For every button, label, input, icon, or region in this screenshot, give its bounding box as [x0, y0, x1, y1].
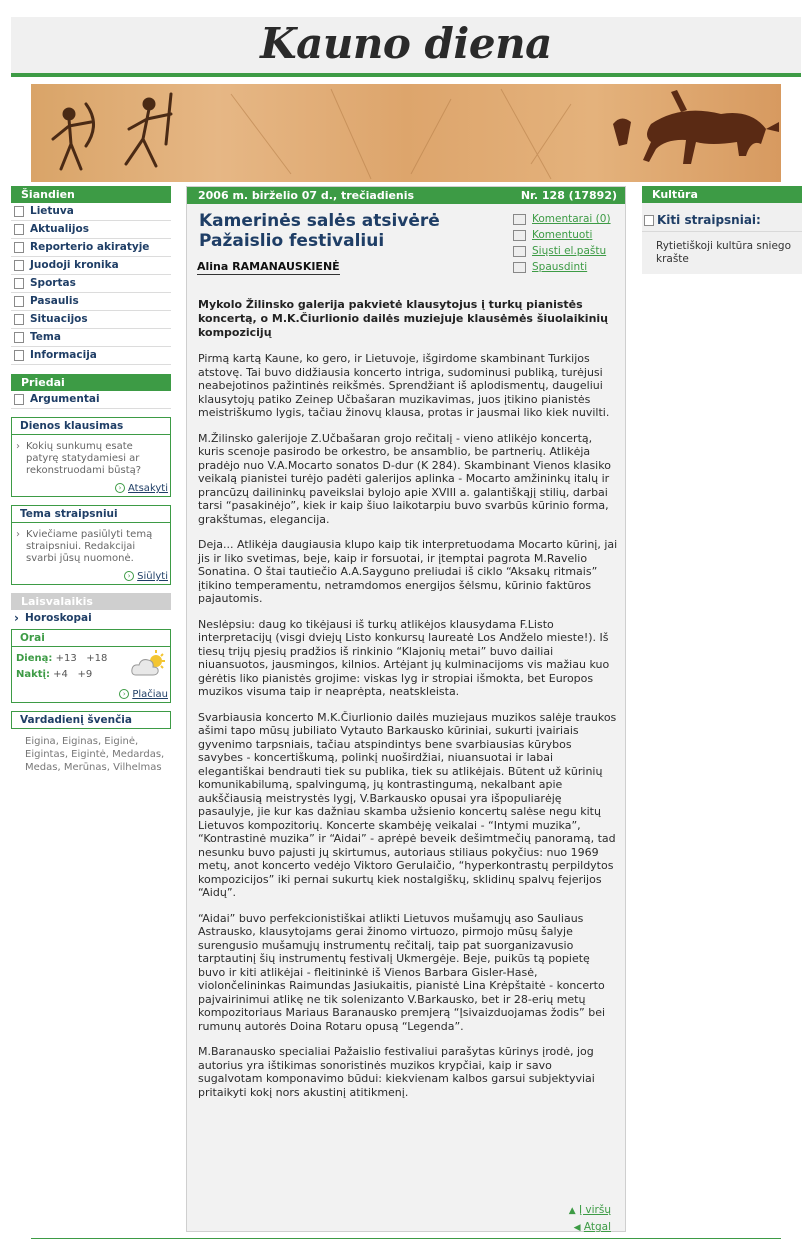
- comments-icon: [513, 214, 526, 225]
- vardadieniai-names: Eigina, Eiginas, Eiginė, Eigintas, Eigintė, Medardas, Medas, Merūnas, Vilhelmas: [25, 736, 165, 773]
- arrow-circle-icon: ›: [119, 689, 129, 699]
- chevron-right-icon: ›: [14, 611, 19, 625]
- nav-item-reporterio-akiratyje[interactable]: Reporterio akiratyje: [11, 239, 171, 257]
- dienos-klausimas-title: Dienos klausimas: [12, 418, 170, 435]
- article-bottom-links: [569, 1202, 611, 1236]
- send-email-link[interactable]: Siųsti el.paštu: [513, 243, 611, 259]
- document-icon: [14, 278, 24, 289]
- article-paragraph: M.Žilinsko galerijoje Z.Učbašaran grojo rečitalį - vieno atlikėjo koncertą, kuris scenoje pasirodo be orkestro, be ansamblio, be partnerių. Atlikėja pradėjo nuo V.A.Mocarto sonatos D-dur (K 284). Skambinant Vienos klasiko veikalą pianistei turėjo padėti galerijos aplinka - Mocarto amžininkų italų ir prancūzų dailininkų paveikslai bylojo apie XVIII a. galantiškąjį stilių, darbai tarsi “pasakinėjo”, kiek ir kaip šiuo laikotarpiu buvo svarbūs kūrinio forma, grakštumas, elegancija.: [198, 431, 611, 526]
- naktis-temps: +4 +9: [53, 669, 93, 680]
- arrow-left-icon: ◀: [573, 1223, 581, 1233]
- right-sidebar: [642, 186, 802, 274]
- rock-art-banner: [31, 84, 781, 182]
- nav-item-tema[interactable]: Tema: [11, 329, 171, 347]
- tema-straipsniui-text: Kviečiame pasiūlyti temą straipsniui. Redakcijai svarbi jūsų nuomonė.: [26, 529, 153, 564]
- document-icon: [14, 224, 24, 235]
- print-icon: [513, 262, 526, 273]
- masthead-divider: [11, 73, 801, 77]
- nav-item-situacijos[interactable]: Situacijos: [11, 311, 171, 329]
- document-icon: [14, 296, 24, 307]
- masthead: [11, 17, 801, 73]
- article-paragraph: Deja... Atlikėja daugiausia klupo kaip tik interpretuodama Mocarto kūrinį, jai jis ir liko svetimas, beje, kaip ir forsuotai, ir įtemptai pagrota M.Ravelio Sonatina. O štai tautiečio A.A.Sayguno preliudai iš ciklo “Aksakų ritmais” įtikino temperamentu, netramdomos energijos šėlsmu, kūrinio faktūros pajautomis.: [198, 538, 618, 605]
- date-bar: [187, 187, 625, 204]
- placiau-link[interactable]: › Plačiau: [12, 687, 170, 702]
- dienos-klausimas-box: [11, 417, 171, 497]
- document-icon: [644, 215, 654, 226]
- back-link[interactable]: ◀ Atgal: [573, 1221, 611, 1233]
- orai-title: Orai: [12, 630, 170, 647]
- document-icon: [14, 332, 24, 343]
- article-lead: Mykolo Žilinsko galerija pakvietė klausytojus į turkų pianistės koncertą, o M.K.Čiurlionio dailės muziejuje klausėmės šiuolaikinių kompozicijų: [198, 298, 609, 339]
- footer-divider: [31, 1238, 781, 1239]
- vardadieniai-title: Vardadienį švenčia: [11, 711, 171, 729]
- arrow-circle-icon: ›: [115, 483, 125, 493]
- nav-item-informacija[interactable]: Informacija: [11, 347, 171, 365]
- tema-straipsniui-box: [11, 505, 171, 585]
- atsakyti-link[interactable]: › Atsakyti: [12, 481, 170, 496]
- komentarai-link[interactable]: Komentarai (0): [513, 211, 611, 227]
- siulyti-link[interactable]: › Siūlyti: [12, 569, 170, 584]
- document-icon: [14, 350, 24, 361]
- print-link[interactable]: Spausdinti: [513, 259, 611, 275]
- diena-temps: +13 +18: [55, 653, 108, 664]
- article-panel: [186, 186, 626, 1232]
- section-title-siandien: Šiandien: [11, 186, 171, 203]
- chevron-right-icon: ›: [16, 529, 20, 540]
- article-paragraph: Pirmą kartą Kaune, ko gero, ir Lietuvoje, išgirdome skambinant Turkijos atstovę. Tai buvo didžiausia koncerto intriga, sudominusi publiką, turėjusi neabejotinos pažintinės reikšmės. Sprendžiant iš aplodismentų, daugeliui klausytojų patiko Zeinep Učbašaran muzikavimas, juos įtikino pianistės meistriškumo lygis, tačiau žinovų klausa, protas ir jausmai liko kiek nuvilti.: [198, 352, 610, 419]
- document-icon: [14, 314, 24, 325]
- arrow-circle-icon: ›: [124, 571, 134, 581]
- article-paragraph: Svarbiausia koncerto M.K.Čiurlionio dailės muziejaus muzikos salėje traukos ašimi tapo mūsų jubiliato Vytauto Barkausko kūriniai, sukurti įvairiais gyvenimo tarpsniais, tačiau atspindintys bene svarbiausias kūrybos savybes - koncertiškumą, polinkį nuoširdžiai, niuansuotai ir labai elegantiškai bendrauti tiek su publika, tiek su atlikėjais. Būtent už kūrinių komunikabilumą, spalvingumą, jų kontrastingumą, nekalbant apie aukščiausią meistrystės lygį, V.Barkausko opusai yra išpopuliarėję pasaulyje, jie kur kas dažniau skamba užsienio koncertų salėse negu kitų Lietuvos kompozitorių. Koncerte skambėję veikalai - “Intymi muzika”, “Kontrastinė muzika” ir “Aidai” - aprėpė beveik dešimtmečių panoramą, tad nesunku buvo pajusti jų skirtumus, autoriaus stiliaus pokyčius: nuo 1969 metų, anot koncerto vedėjo Viktoro Gerulaičio, “hyperkontrastų perpildytos kompozicijos” iki pernai sukurtų kiek nostalgiškų, sklidinų spalvų fejerijos “Aidų”.: [198, 710, 617, 899]
- article-paragraph: “Aidai” buvo perfekcionistiškai atlikti Lietuvos mušamųjų aso Sauliaus Astrausko, klausytojams gerai žinomo virtuozo, pirmojo mūsų šalyje surengusio mušamųjų instrumentų rečitalį, taip pat suorganizavusio tarptautinį šių instrumentų festivalį Ukmergėje. Beje, puikūs tą popietę buvo ir kiti atlikėjai - fleitininkė iš Vienos Barbara Gisler-Hasė, violončelininkas Raimundas Jasiukaitis, pianistė Lina Krėpštaitė - koncerto pajvairinimui atlikę ne tik solenizanto V.Barkausko, bet ir 28-erių metų kompozitoriaus Mariaus Baranausko premjerą “Įsivaizduojamas žodis” bei rumunų autorės Doina Rotaru opusą “Legenda”.: [198, 911, 606, 1033]
- arrow-up-icon: ▲: [568, 1206, 576, 1216]
- naktis-label: Naktį:: [16, 669, 50, 680]
- nav-item-sportas[interactable]: Sportas: [11, 275, 171, 293]
- article-body: [198, 352, 618, 1111]
- site-logo[interactable]: Kauno diena: [260, 19, 552, 68]
- section-title-laisvalaikis: Laisvalaikis: [11, 593, 171, 610]
- document-icon: [14, 260, 24, 271]
- left-sidebar: [11, 186, 171, 774]
- email-icon: [513, 246, 526, 257]
- document-icon: [14, 242, 24, 253]
- section-title-priedai: Priedai: [11, 374, 171, 391]
- nav-item-pasaulis[interactable]: Pasaulis: [11, 293, 171, 311]
- diena-label: Dieną:: [16, 653, 53, 664]
- related-article-link[interactable]: Rytietiškoji kultūra sniego krašte: [656, 240, 792, 265]
- issue-date: 2006 m. birželio 07 d., trečiadienis: [198, 189, 415, 202]
- article-title: Kamerinės salės atsivėrė Pažaislio festivaliui: [199, 211, 440, 251]
- article-tools: [513, 211, 611, 275]
- komentuoti-link[interactable]: Komentuoti: [513, 227, 611, 243]
- chevron-right-icon: ›: [16, 441, 20, 452]
- cloud-sun-icon: [130, 649, 166, 679]
- cave-painting-figures: [31, 84, 781, 182]
- to-top-link[interactable]: ▲ Į viršų: [568, 1204, 611, 1216]
- issue-number: Nr. 128 (17892): [520, 189, 617, 202]
- article-author: Alina RAMANAUSKIENĖ: [197, 260, 340, 273]
- kiti-straipsniai-heading: Kiti straipsniai:: [642, 209, 802, 232]
- nav-item-horoskopai[interactable]: › Horoskopai: [14, 611, 92, 625]
- comment-edit-icon: [513, 230, 526, 241]
- document-icon: [14, 206, 24, 217]
- vardadieniai-box: [11, 711, 171, 774]
- tema-straipsniui-title: Tema straipsniui: [12, 506, 170, 523]
- nav-item-aktualijos[interactable]: Aktualijos: [11, 221, 171, 239]
- nav-item-argumentai[interactable]: Argumentai: [11, 391, 171, 409]
- orai-box: [11, 629, 171, 703]
- section-title-kultura: Kultūra: [642, 186, 802, 203]
- dienos-klausimas-text: Kokių sunkumų esate patyrę statydamiesi ar rekonstruodami būstą?: [26, 441, 142, 476]
- article-paragraph: M.Baranausko specialiai Pažaislio festivaliui parašytas kūrinys įrodė, jog autorius yra ištikimas sonoristinės muzikos krypčiai, kaip ir savo sugalvotam komponavimo būdui: kiekvienam kalbos garsui subjektyviai pritaikyti kokį nors akustinį atitikmenį.: [198, 1045, 595, 1099]
- nav-item-lietuva[interactable]: Lietuva: [11, 203, 171, 221]
- document-icon: [14, 394, 24, 405]
- nav-item-juodoji-kronika[interactable]: Juodoji kronika: [11, 257, 171, 275]
- article-paragraph: Neslėpsiu: daug ko tikėjausi iš turkų atlikėjos klausydama F.Listo interpretacijų (visgi dviejų Listo konkursų laureatė Los Andželo mieste!). Iš tiesų trijų pjesių pradžios iš rinkinio “Klajonių metai” buvo dailiai niuansuotos, jausmingos, kilnios. Artėjant jų kulminacijoms vis mažiau kuo gėrėtis liko pianistės grojime: viskas lyg ir stropiai išmokta, bet Europos muzikos visuma taip ir neaprėpta, neatskleista.: [198, 617, 610, 698]
